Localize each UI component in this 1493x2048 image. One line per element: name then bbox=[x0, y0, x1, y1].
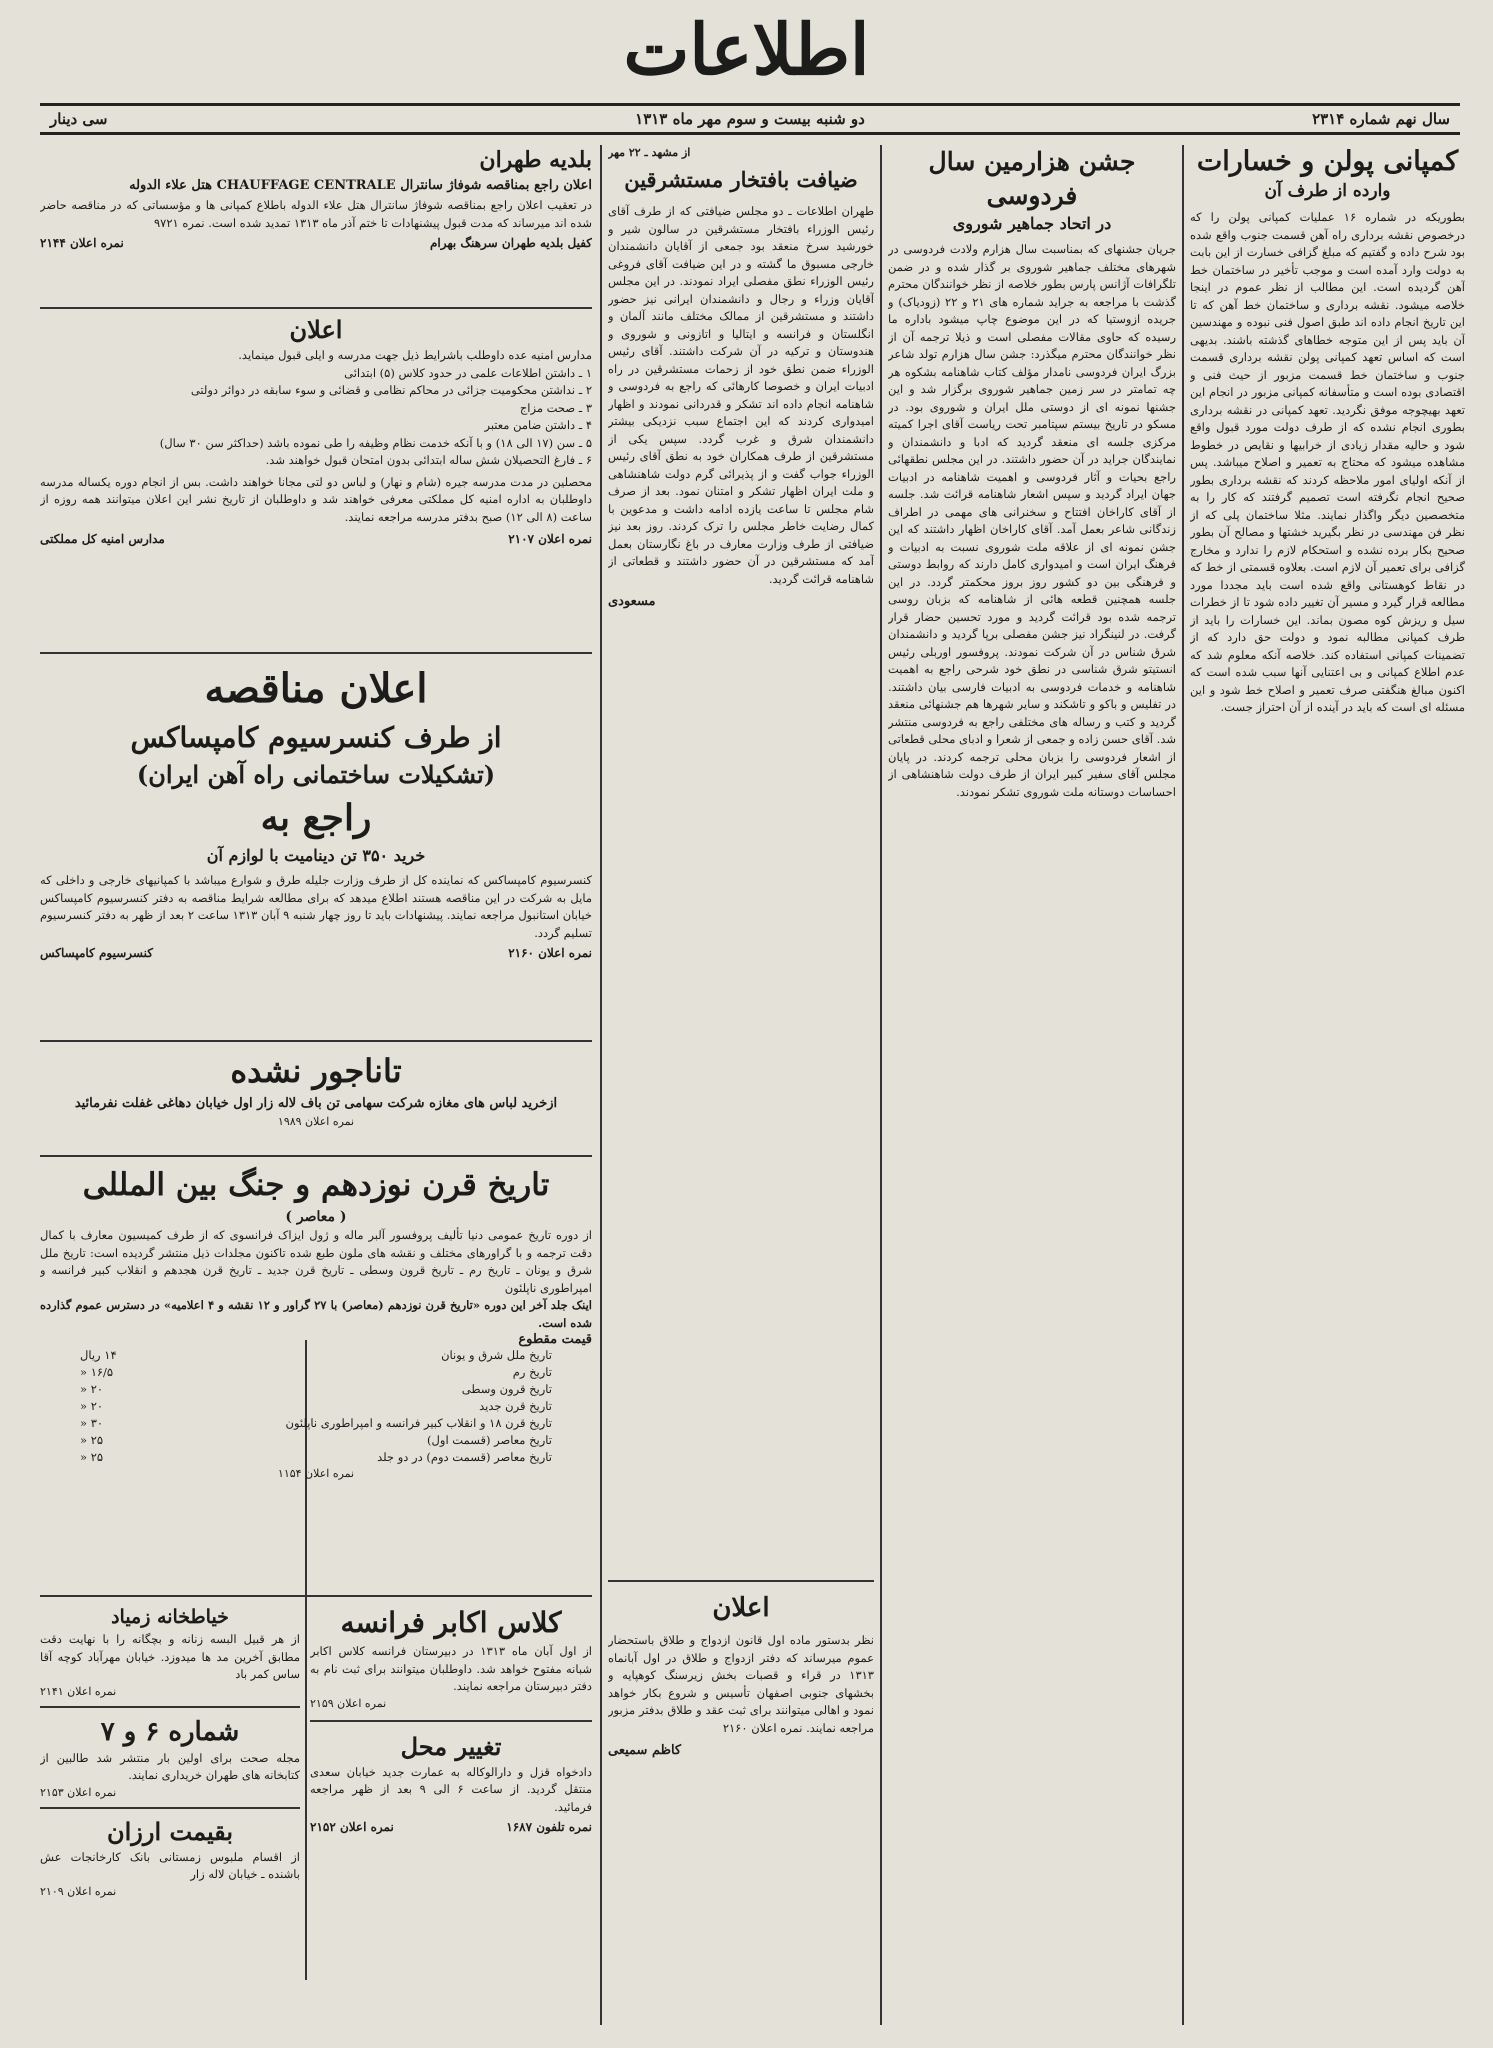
price-value: ۱۶/۵ « bbox=[80, 1365, 114, 1379]
ad-subtitle: ( معاصر ) bbox=[285, 1209, 347, 1225]
divider bbox=[40, 1807, 300, 1809]
divider bbox=[40, 307, 592, 309]
divider bbox=[40, 1706, 300, 1708]
prices-title: قیمت مقطوع bbox=[518, 1332, 592, 1347]
price-name: تاریخ معاصر (قسمت دوم) در دو جلد bbox=[377, 1450, 552, 1464]
ad-number: نمره اعلان ۱۹۸۹ bbox=[277, 1115, 355, 1128]
ad-about: راجع به bbox=[260, 797, 372, 839]
requirement-item: ۶ ـ فارغ التحصیلان شش ساله ابتدائی بدون امتحان قبول خواهند شد. bbox=[265, 453, 592, 467]
signature: کفیل بلدیه طهران سرهنگ بهرام bbox=[429, 236, 592, 250]
ad-title: اعلان bbox=[289, 315, 343, 344]
ad-title: کلاس اکابر فرانسه bbox=[340, 1606, 562, 1639]
ad-number: نمره اعلان ۲۱۰۷ bbox=[508, 532, 592, 546]
requirement-item: ۳ ـ صحت مزاج bbox=[519, 400, 592, 415]
headline: ضیافت بافتخار مستشرقین bbox=[624, 167, 858, 192]
article-pullen bbox=[1190, 145, 1465, 2025]
divider bbox=[40, 1155, 592, 1157]
column-three bbox=[608, 145, 874, 2025]
column-rule bbox=[600, 145, 602, 2025]
ad-body: از دوره تاریخ عمومی دنیا تألیف پروفسور آلبر ماله و ژول ایزاک فرانسوی که از طرف کمیسیون معارف با کمال دقت ترجمه و با گراورهای مختلف و نقشه های ملون طبع شده تاکنون مجلدات ذیل منتشر گردیده است: تاریخ ملل شرق و یونان ـ تاریخ رم ـ تاریخ قرون وسطی ـ تاریخ قرن جدید ـ تاریخ قرن هجدهم و انقلاب کبیر فرانسه و امپراطوری ناپلئون bbox=[40, 1228, 592, 1295]
article-ferdowsi bbox=[888, 145, 1176, 2025]
price-name: تاریخ ملل شرق و یونان bbox=[441, 1348, 552, 1362]
ad-baladieh bbox=[40, 145, 592, 305]
dateline bbox=[40, 103, 1460, 135]
price-value: ۲۰ « bbox=[80, 1399, 104, 1413]
price-value: ۲۰ « bbox=[80, 1382, 104, 1396]
price-value: ۲۵ « bbox=[80, 1450, 104, 1464]
issue-number: سال نهم شماره ۲۳۱۴ bbox=[1312, 110, 1450, 128]
ad-number: نمره اعلان ۲۱۴۱ bbox=[40, 1684, 117, 1698]
ad-title: تاریخ قرن نوزدهم و جنگ بین المللی bbox=[82, 1167, 550, 1203]
column-four bbox=[40, 145, 592, 2025]
column-rule bbox=[1182, 145, 1184, 2025]
ad-body: کنسرسیوم کامپساکس که نماینده کل از طرف وزارت جلیله طرق و شوارع میباشد با کمپانیهای خارجی و داخلی که مایل به شرکت در این مناقصه هستند اطلاع میدهد که برای مطالعه شرایط مناقصه به دفتر کنسرسیوم کامپساکس خیابان استانبول مراجعه نمایند. پیشنهادات باید تا روز چهار شنبه ۹ آبان ۱۳۱۳ ساعت ۲ بعد از ظهر به دفتر کنسرسیوم تسلیم گردد. bbox=[40, 873, 592, 940]
price-row bbox=[80, 1449, 552, 1466]
requirement-item: ۲ ـ نداشتن محکومیت جزائی در محاکم نظامی و قضائی و سوء سابقه در دوائر دولتی bbox=[190, 383, 592, 397]
subheadline: در اتحاد جماهیر شوروی bbox=[952, 214, 1112, 233]
ad-from: از طرف کنسرسیوم کامپساکس bbox=[130, 721, 502, 754]
price-name: تاریخ قرن ۱۸ و انقلاب کبیر فرانسه و امپراطوری ناپلئون bbox=[285, 1416, 552, 1430]
bottom-left-ads bbox=[40, 1603, 300, 2023]
notice-title: اعلان bbox=[712, 1593, 770, 1623]
ad-body: دادخواه قزل و دارالوکاله به عمارت جدید خیابان سعدی منتقل گردید. از ساعت ۶ الی ۹ بعد از ظهر مراجعه فرمائید. bbox=[310, 1764, 592, 1814]
price-value: ۳۰ « bbox=[80, 1416, 104, 1430]
ad-title: تاناجور نشده bbox=[230, 1052, 402, 1090]
headline: کمپانی پولن و خسارات bbox=[1196, 146, 1459, 177]
signature: مدارس امنیه کل مملکتی bbox=[40, 532, 165, 546]
divider bbox=[608, 1580, 874, 1582]
ad-body: از اقسام ملبوس زمستانی بانک کارخانجات عش باشنده ـ خیابان لاله زار bbox=[40, 1849, 300, 1881]
ad-body: از هر قبیل البسه زنانه و بچگانه را با نهایت دقت مطابق آخرین مد ها میدوزد. خیابان مهرآباد کوچه آقا ساس کمر باد bbox=[40, 1632, 300, 1681]
column-rule bbox=[880, 145, 882, 2025]
price-name: تاریخ معاصر (قسمت اول) bbox=[427, 1433, 552, 1447]
masthead-title: اطلاعات bbox=[623, 8, 870, 91]
ad-body: محصلین در مدت مدرسه جیره (شام و نهار) و لباس دو لتی مجانا خواهند داشت. بس از انجام دوره یکساله مدرسه داوطلبان به اداره امنیه کل مملکتی معرفی خواهند شد و داوطلبان از تاریخ نشر این اعلان میتوانند همه روزه از ساعت (۸ الی ۱۲) صبح بدفتر مدرسه مراجعه نمایند. bbox=[40, 474, 592, 524]
divider bbox=[310, 1720, 592, 1722]
article-body: طهران اطلاعات ـ دو مجلس ضیافتی که از طرف آقای رئیس الوزراء بافتخار مستشرقین در سالون شیر و خورشید سرخ منعقد بود جمعی از آقایان دانشمندان خارجی مسبوق ما گشته و در این ضیافت آقای فروغی رئیس الوزراء نطق مفصلی ایراد نمودند. در این مجلس آقایان وزراء و رجال و دانشمندان ایرانی نیز حضور داشتند و مستشرقین از ممالک مختلف مانند آلمان و انگلستان و فرانسه و ایتالیا و اتازونی و شوروی و هندوستان و ترکیه در آن شرکت داشتند. آقای رئیس الوزراء ضمن نطق خود از زحمات مستشرقین در راه ادبیات ایران و خصوصا کارهائی که راجع به فردوسی و شاهنامه انجام داده اند تشکر و قدردانی نمودند و اظهار امیدواری کردند که این اجتماع سبب نزدیکی بیشتر دانشمندان شرق و غرب گردد. سپس یکی از مستشرقین از طرف همکاران خود به نطق آقای رئیس الوزراء جواب گفت و از پذیرائی گرم دولت شاهنشاهی و ملت ایران اظهار تشکر و امتنان نمود. بعد از صرف شام مجلس تا ساعت یازده ادامه داشت و مدعوین با کمال رضایت خاطر مجلس را ترک کردند. روز بعد نیز ضیافتی از طرف وزارت معارف در باغ نگارستان بعمل آمد که مستشرقین در آن حضور داشتند و قطعاتی از شاهنامه قرائت گردید. bbox=[608, 204, 874, 586]
ad-number: نمره اعلان ۱۱۵۴ bbox=[277, 1467, 355, 1480]
price-name: تاریخ قرن جدید bbox=[479, 1399, 552, 1413]
price-row bbox=[80, 1415, 552, 1432]
price-value: ۱۴ ریال bbox=[80, 1348, 117, 1362]
ad-number: نمره اعلان ۲۱۴۴ bbox=[40, 236, 124, 250]
price-row bbox=[80, 1381, 552, 1398]
ad-number: نمره اعلان ۲۱۰۹ bbox=[40, 1884, 117, 1898]
article-body: بطوریکه در شماره ۱۶ عملیات کمپانی پولن را که درخصوص نقشه برداری راه آهن قسمت جنوب واقع شده بود شرح داده و گفتیم که مبلغ گزافی خسارت از این بابت به دولت وارد آمده است و موجب تأخیر در ساختمان خط آهن گردیده است. این مطالب از نظر عموم در اینجا خلاصه میشود. نقشه برداری و ساختمان خط آهن که تا این تاریخ انجام داده اند طبق اصول فنی نبوده و مهندسین آن باید پس از این متوجه خطاهای گذشته باشند. بدیهی است که اساس تعهد کمپانی پولن نقشه برداری قسمت جنوب و ساختمان خط قسمت مزبور از حیث فنی و اقتصادی بوده است و متأسفانه کمپانی مزبور در انجام این تعهد بهیچوجه موفق نگردید. تعهد کمپانی در نقشه برداری بطوری انجام نشده که از طرف دولت مورد قبول واقع شود و حالیه مقدار زیادی از خرابیها و نقایص در خطوط مشاهده میشود که محتاج به تعمیر و اصلاح میباشد. پس از آنکه اولیای امور ملاحظه کردند که نقشه برداری بطور صحیح انجام نگرفته است تصمیم گرفتند که کار را به متخصصین دیگر واگذار نمایند. مثلا ساختمان پلی که از نظر فن مهندسی در نظر بگیرید خشتها و مصالح آن بطور صحیح بکار برده نشده و استحکام لازم را ندارد و مخارج گزافی برای تعمیر آن لازم است. بعلاوه قسمتی از خط که در نقاط کوهستانی واقع شده است باید مجددا مورد مطالعه قرار گیرد و مسیر آن تغییر داده شود تا از خطرات سیل و ریزش کوه مصون بماند. این خسارات را باید از طرف کمپانی مطالبه نمود و دولت حق دارد که از تضمینات کمپانی استفاده کند. خلاصه آنکه معلوم شد که عدم اطلاع کمپانی و بی اعتنایی آنها سبب شده است که اکنون مبالغ هنگفتی صرف تعمیر و اصلاح خط شود و این مسئله ای است که باید در آینده از آن احتراز جست. bbox=[1190, 210, 1465, 714]
article-orientalists bbox=[608, 145, 874, 1575]
ad-subtitle: اعلان راجع بمناقصه شوفاژ سانترال CHAUFFAGE CENTRALE هتل علاء الدوله bbox=[129, 178, 592, 193]
requirement-item: ۱ ـ داشتن اطلاعات علمی در حدود کلاس (۵) ابتدائی bbox=[344, 365, 592, 380]
ad-tailor bbox=[40, 1048, 592, 1178]
article-body: جریان جشنهای که بمناسبت سال هزارم ولادت فردوسی در شهرهای مختلف جماهیر شوروی بر گذار شده و در ضمن تلگرافات آژانس پارس بطور خلاصه از نظر خوانندگان محترم گذشت با مراجعه به جراید شماره های ۲۱ و ۲۲ (زودیاک) و جریده ازوستیا که در این موضوع چاپ میشود باداره ما رسیده که حاوی مقالات مفصلی است و ذیلا ترجمه آن از نظر خوانندگان محترم میگذرد: جشن سال هزارم تولد شاعر بزرگ ایران فردوسی نامدار مؤلف کتاب شاهنامه بشکوه هر چه تمامتر در سر زمین جماهیر شوروی برگزار شد و این جشنها نمونه ای از دوستی ملل ایران و شوروی بود. در مسکو در تاریخ بیستم سپتامبر تحت ریاست آقای اجرا کمیته مرکزی جلسه ای منعقد گردید که ادبا و دانشمندان و نمایندگان جراید در آن حضور داشتند. در این مجلس نطقهائی راجع بحیات و آثار فردوسی و اهمیت شاهنامه در ادبیات جهان ایراد گردید و سپس اشعار شاهنامه قرائت شد. جلسه از آقای کاراخان افتتاح و سخنرانی های مهمی در اطراف زندگانی شاعر بعمل آمد. آقای کاراخان اظهار داشتند که این جشن نمونه ای از علاقه ملت شوروی نسبت به ادبیات و فرهنگ ایران است و امیدواری کامل دارند که روابط دوستی و فرهنگی بین دو کشور روز بروز محکمتر گردد. در این جلسه همچنین قطعه هائی از شاهنامه که بزبان روسی ترجمه شده بود قرائت گردید و مورد تحسین حضار قرار گرفت. در لنینگراد نیز جشن مفصلی برپا گردید و دانشمندان شرق شناس در آن شرکت نمودند. پروفسور اوربلی رئیس انستیتو شرق شناسی در نطق خود شرحی راجع به اهمیت شاهنامه و خدمات فردوسی به ادبیات فارسی بیان داشتند. در تفلیس و باکو و تاشکند و سایر شهرها هم جشنهائی منعقد گردید و کتب و رساله های مختلفی راجع به فردوسی منتشر شد. آقای حسن زاده و جمعی از شعرا و ادبای محلی قطعاتی از اشعار فردوسی را بزبان محلی ترجمه کردند. در پایان مجلس آقای سفیر کبیر ایران از طرف دولت شاهنشاهی از احساسات دوستانه ملت شوروی تشکر نمودند. bbox=[888, 242, 1176, 799]
divider bbox=[40, 1040, 592, 1042]
ad-body: در تعقیب اعلان راجع بمناقصه شوفاژ سانترال هتل علاء الدوله باطلاع کمپانی ها و مؤسساتی که در مناقصه حاضر شده اند میرساند که مدت قبول پیشنهادات تا ختم آذر ماه ۱۳۱۳ تمدید شده است. نمره ۹۷۲۱ bbox=[40, 198, 592, 230]
ad-org: (تشکیلات ساختمانی راه آهن ایران) bbox=[136, 760, 496, 789]
ad-phone: نمره تلفون ۱۶۸۷ bbox=[506, 1820, 592, 1834]
ad-title: بلدیه طهران bbox=[479, 147, 592, 173]
ad-title: خیاطخانه زمیاد bbox=[111, 1606, 229, 1628]
signature: کاظم سمیعی bbox=[608, 1743, 682, 1758]
masthead bbox=[0, 0, 1493, 100]
price-name: تاریخ رم bbox=[512, 1365, 552, 1379]
ad-title: بقیمت ارزان bbox=[107, 1816, 233, 1846]
price-row bbox=[80, 1364, 552, 1381]
ad-body: ازخرید لباس های مغازه شرکت سهامی تن باف لاله زار اول خیابان دهاغی غفلت نفرمائید bbox=[74, 1096, 558, 1111]
ad-body: از اول آبان ماه ۱۳۱۳ در دبیرستان فرانسه کلاس اکابر شبانه مفتوح خواهد شد. داوطلبان میتوانند برای ثبت نام به دفتر دبیرستان مراجعه نمایند. bbox=[310, 1644, 592, 1693]
divider bbox=[40, 1595, 592, 1597]
price-name: تاریخ قرون وسطی bbox=[461, 1382, 552, 1396]
subheadline: وارده از طرف آن bbox=[1264, 181, 1391, 201]
price-value: ۲۵ « bbox=[80, 1433, 104, 1447]
notice-body: نظر بدستور ماده اول قانون ازدواج و طلاق باستحضار عموم میرساند که دفتر ازدواج و طلاق در اول آبانماه ۱۳۱۳ در قراء و قصبات بخش زیرسنگ کوهپایه و بخشهای جنوبی اصفهان تأسیس و شروع بکار خواهد نمود و اهالی میتوانند برای ثبت عقد و طلاق بدفتر مزبور مراجعه نمایند. نمره اعلان ۲۱۶۰ bbox=[608, 1633, 874, 1735]
ad-number: نمره اعلان ۲۱۵۲ bbox=[310, 1820, 394, 1834]
signature: کنسرسیوم کامپساکس bbox=[40, 946, 153, 960]
requirement-item: ۴ ـ داشتن ضامن معتبر bbox=[484, 418, 592, 432]
requirement-item: ۵ ـ سن (۱۷ الی ۱۸) و با آنکه خدمت نظام وظیفه را طی نموده باشد (حداکثر سن ۳۰ سال) bbox=[159, 435, 592, 450]
ad-number: نمره اعلان ۲۱۵۳ bbox=[40, 1785, 117, 1799]
price-list bbox=[40, 1347, 592, 1466]
signature: مسعودی bbox=[608, 594, 656, 609]
issue-date: دو شنبه بیست و سوم مهر ماه ۱۳۱۳ bbox=[635, 110, 865, 128]
ad-number: نمره اعلان ۲۱۵۹ bbox=[310, 1696, 387, 1710]
price-row bbox=[80, 1398, 552, 1415]
ad-title: شماره ۶ و ۷ bbox=[100, 1716, 240, 1747]
article-dateline: از مشهد ـ ۲۲ مهر bbox=[608, 146, 691, 159]
ad-title: تغییر محل bbox=[400, 1731, 502, 1761]
ad-item: خرید ۳۵۰ تن دینامیت با لوازم آن bbox=[206, 846, 426, 865]
ad-intro: مدارس امنیه عده داوطلب باشرایط ذیل جهت مدرسه و ایلی قبول مینماید. bbox=[238, 348, 592, 362]
ad-body: مجله صحت برای اولین بار منتشر شد طالبین از کتابخانه های طهران خریداری نمایند. bbox=[40, 1750, 300, 1782]
ad-history-book bbox=[40, 1163, 592, 1485]
headline: جشن هزارمین سال فردوسی bbox=[928, 147, 1136, 210]
price-row bbox=[80, 1347, 552, 1364]
price: سی دینار bbox=[50, 110, 108, 128]
ad-title: اعلان مناقصه bbox=[204, 665, 428, 712]
bottom-center-ads bbox=[310, 1603, 592, 2023]
ad-number: نمره اعلان ۲۱۶۰ bbox=[508, 946, 592, 960]
ad-note: اینک جلد آخر این دوره «تاریخ قرن نوزدهم (معاصر) با ۲۷ گراور و ۱۲ نقشه و ۴ اعلامیه» در دسترس عموم گذارده شده است. bbox=[40, 1298, 592, 1330]
price-row bbox=[80, 1432, 552, 1449]
divider bbox=[40, 652, 592, 654]
notice-marriage bbox=[608, 1590, 874, 2025]
